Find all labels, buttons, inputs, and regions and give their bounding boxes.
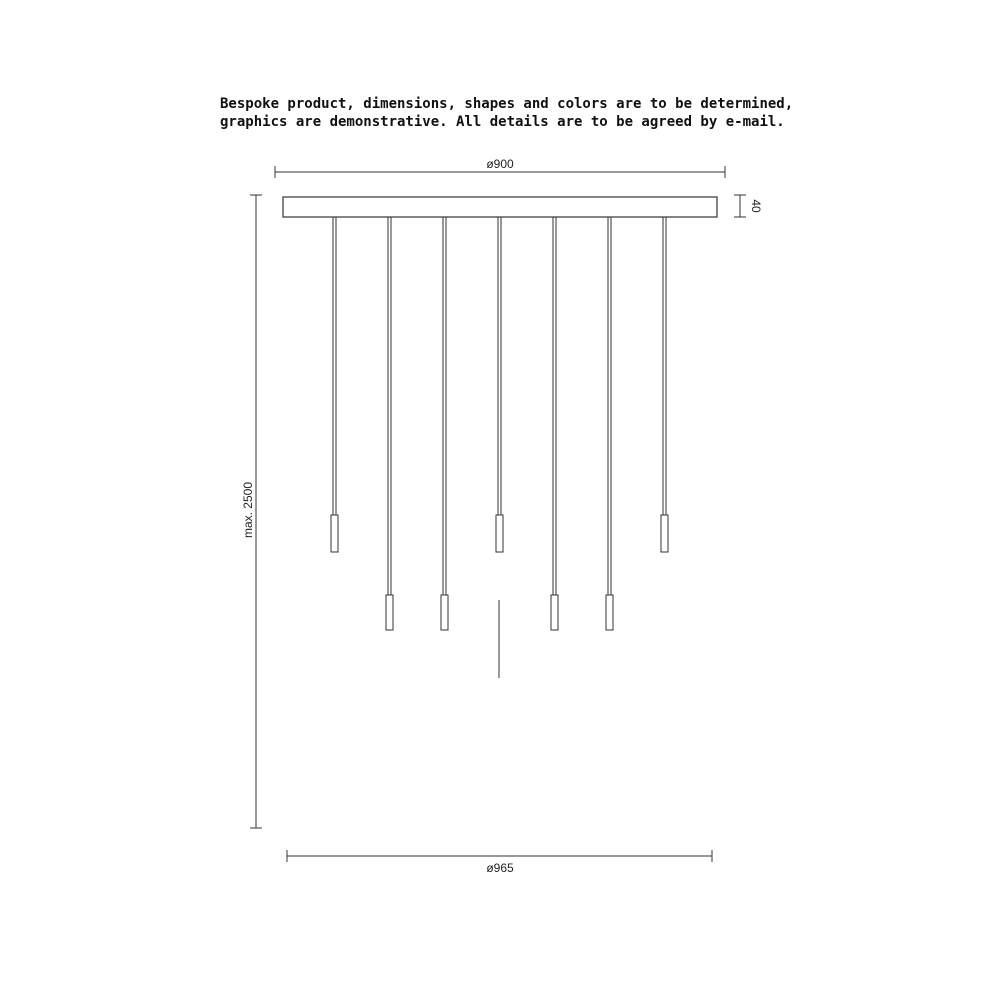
dimension-max-height: [241, 195, 262, 828]
dimension-canopy-height: [734, 195, 763, 217]
dimension-canopy-width-label: ø900: [486, 157, 514, 171]
dimension-max-height-label: max. 2500: [241, 481, 255, 539]
note-line-1: Bespoke product, dimensions, shapes and colors are to be determined,: [220, 96, 794, 112]
note-line-2: graphics are demonstrative. All details are to be agreed by e-mail.: [220, 114, 785, 130]
dimension-spread-width: [287, 850, 712, 875]
suspension-cables: [331, 217, 668, 678]
ceiling-canopy: [283, 197, 717, 217]
dimension-canopy-width: [275, 157, 725, 178]
dimension-canopy-height-label: 40: [749, 199, 763, 213]
dimension-spread-width-label: ø965: [486, 861, 514, 875]
